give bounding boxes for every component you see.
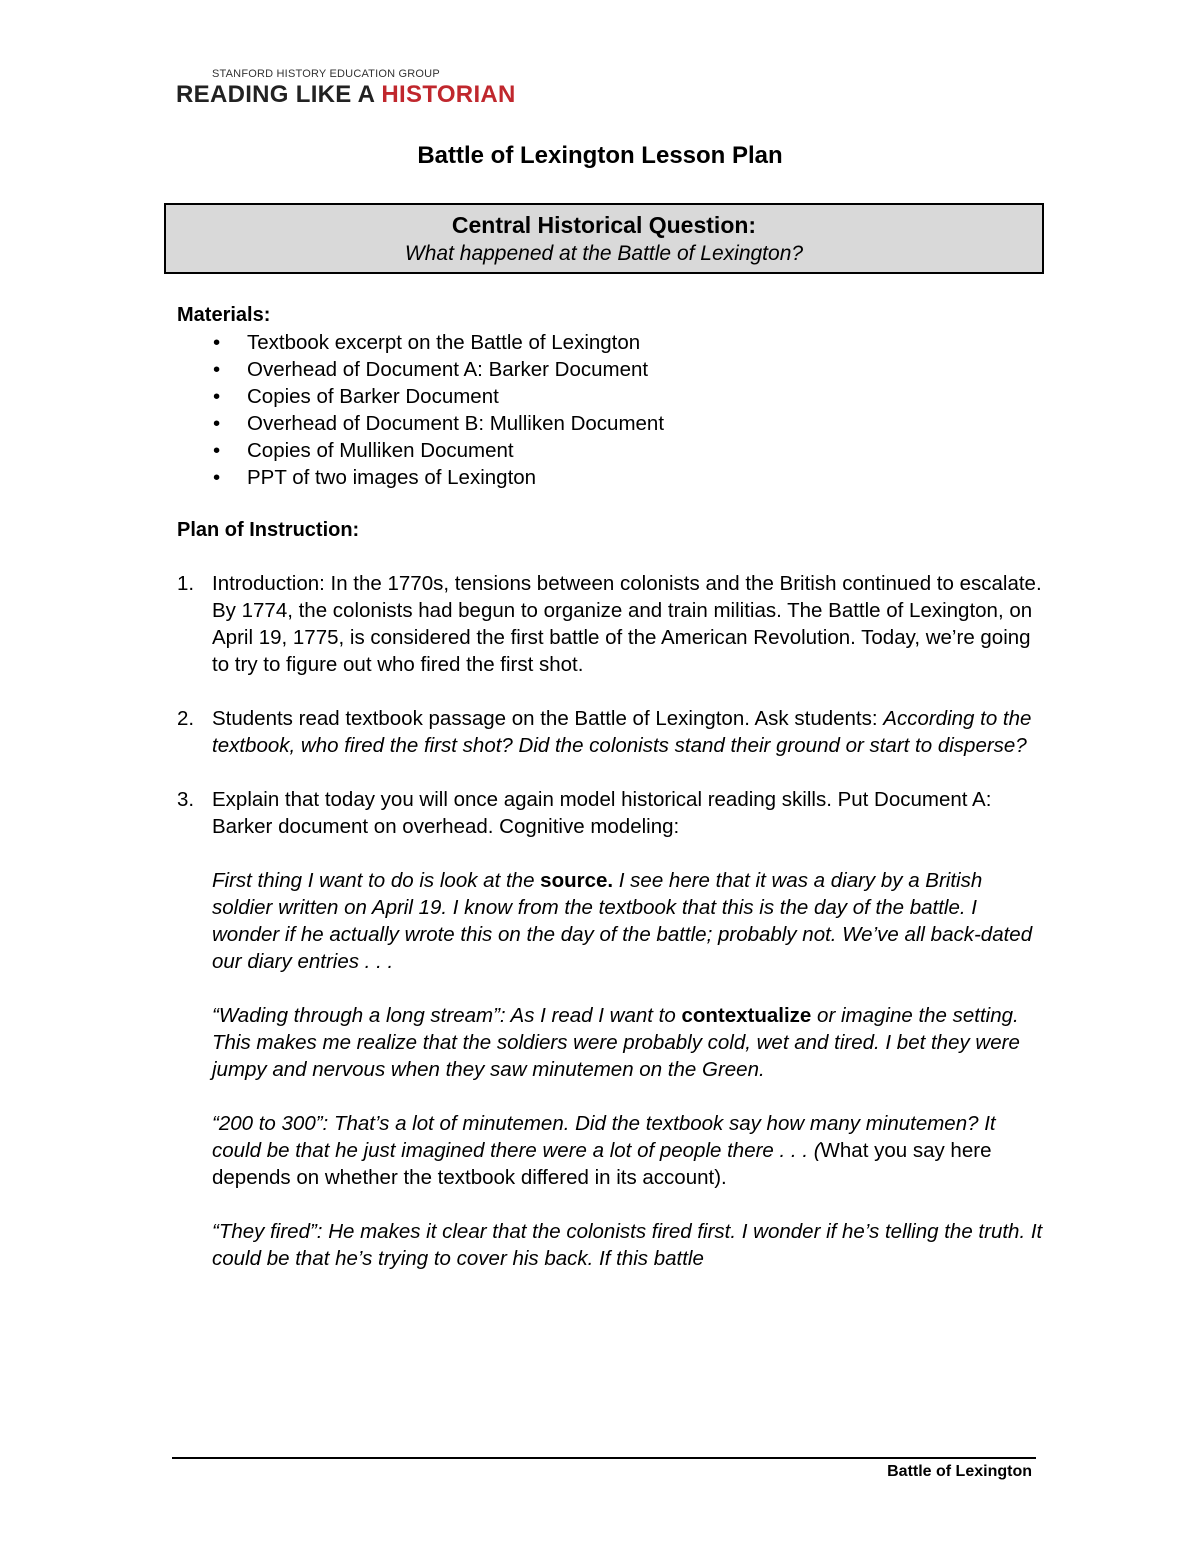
plan-step-1	[177, 570, 1047, 678]
note-keyword: source.	[540, 869, 614, 892]
list-item	[177, 464, 1047, 491]
list-item	[177, 383, 1047, 410]
logo	[176, 68, 516, 108]
bullet-icon: •	[213, 412, 221, 435]
note-plain-text: What you say here depends on whether the textbook differed in its account).	[212, 1139, 992, 1189]
material-text: Copies of Barker Document	[247, 385, 499, 408]
page-title: Battle of Lexington Lesson Plan	[417, 142, 783, 169]
logo-main-prefix: READING LIKE A	[176, 81, 382, 108]
note-text: or imagine the setting. This makes me realize that the soldiers were probably cold, wet and tired. I bet they were jumpy and nervous when they saw minutemen on the Green.	[212, 1004, 1020, 1081]
plan-heading: Plan of Instruction:	[177, 519, 360, 541]
lesson-content	[177, 302, 1047, 1299]
material-text: Overhead of Document B: Mulliken Document	[247, 412, 665, 435]
note-keyword: contextualize	[681, 1004, 812, 1027]
material-text: Copies of Mulliken Document	[247, 439, 514, 462]
central-question-text: What happened at the Battle of Lexington?	[404, 242, 804, 265]
logo-main	[176, 82, 516, 108]
material-text: Textbook excerpt on the Battle of Lexington	[247, 331, 641, 354]
footer-divider	[172, 1457, 1036, 1459]
plan-step-3	[177, 786, 1047, 1272]
logo-subtitle: STANFORD HISTORY EDUCATION GROUP	[212, 68, 440, 80]
materials-list	[177, 329, 1047, 491]
bullet-icon: •	[213, 439, 221, 462]
step-text: Introduction: In the 1770s, tensions between colonists and the British continued to escalate. By 1774, the colonists had begun to organize and train militias. The Battle of Lexington, on April 19, 1775, is considered the first battle of the American Revolution. Today, we’re going to try to figure out who fired the first shot.	[212, 572, 1042, 676]
bullet-icon: •	[213, 331, 221, 354]
note-text: First thing I want to do is look at the	[212, 869, 541, 892]
modeling-note-count	[212, 1110, 1047, 1191]
material-text: PPT of two images of Lexington	[247, 466, 537, 489]
central-question-label: Central Historical Question:	[451, 212, 757, 238]
list-item	[177, 410, 1047, 437]
step-text: Explain that today you will once again model historical reading skills. Put Document A: Barker document on overhead. Cognitive modeling:	[212, 788, 992, 838]
plan-step-2	[177, 705, 1047, 759]
step-number: 3.	[177, 788, 195, 811]
bullet-icon: •	[213, 385, 221, 408]
modeling-note-fired: “They fired”: He makes it clear that the colonists fired first. I wonder if he’s telling the truth. It could be that he’s trying to cover his back. If this battle	[212, 1220, 1043, 1270]
list-item	[177, 437, 1047, 464]
list-item	[177, 329, 1047, 356]
footer-label: Battle of Lexington	[887, 1463, 1032, 1480]
note-text: “Wading through a long stream”: As I read I want to	[212, 1004, 682, 1027]
step-number: 1.	[177, 572, 195, 595]
list-item	[177, 356, 1047, 383]
plan-steps	[177, 570, 1047, 1272]
bullet-icon: •	[213, 358, 221, 381]
note-text: “200 to 300”: That’s a lot of minutemen. Did the textbook say how many minutemen? It could be that he just imagined there were a lot of people there . . . (	[212, 1112, 996, 1162]
central-question-box	[164, 203, 1044, 274]
bullet-icon: •	[213, 466, 221, 489]
step-question: According to the textbook, who fired the first shot? Did the colonists stand their ground or start to disperse?	[212, 707, 1032, 757]
modeling-note-context	[212, 1002, 1047, 1083]
logo-main-accent: HISTORIAN	[381, 81, 516, 108]
step-text: Students read textbook passage on the Battle of Lexington. Ask students:	[212, 707, 878, 730]
step-number: 2.	[177, 707, 195, 730]
modeling-note-source	[212, 867, 1047, 975]
materials-heading: Materials:	[177, 304, 271, 326]
note-text: I see here that it was a diary by a British soldier written on April 19. I know from the textbook that this is the day of the battle. I wonder if he actually wrote this on the day of the battle; probably not. We’ve all back-dated our diary entries . . .	[212, 869, 1033, 973]
material-text: Overhead of Document A: Barker Document	[247, 358, 649, 381]
